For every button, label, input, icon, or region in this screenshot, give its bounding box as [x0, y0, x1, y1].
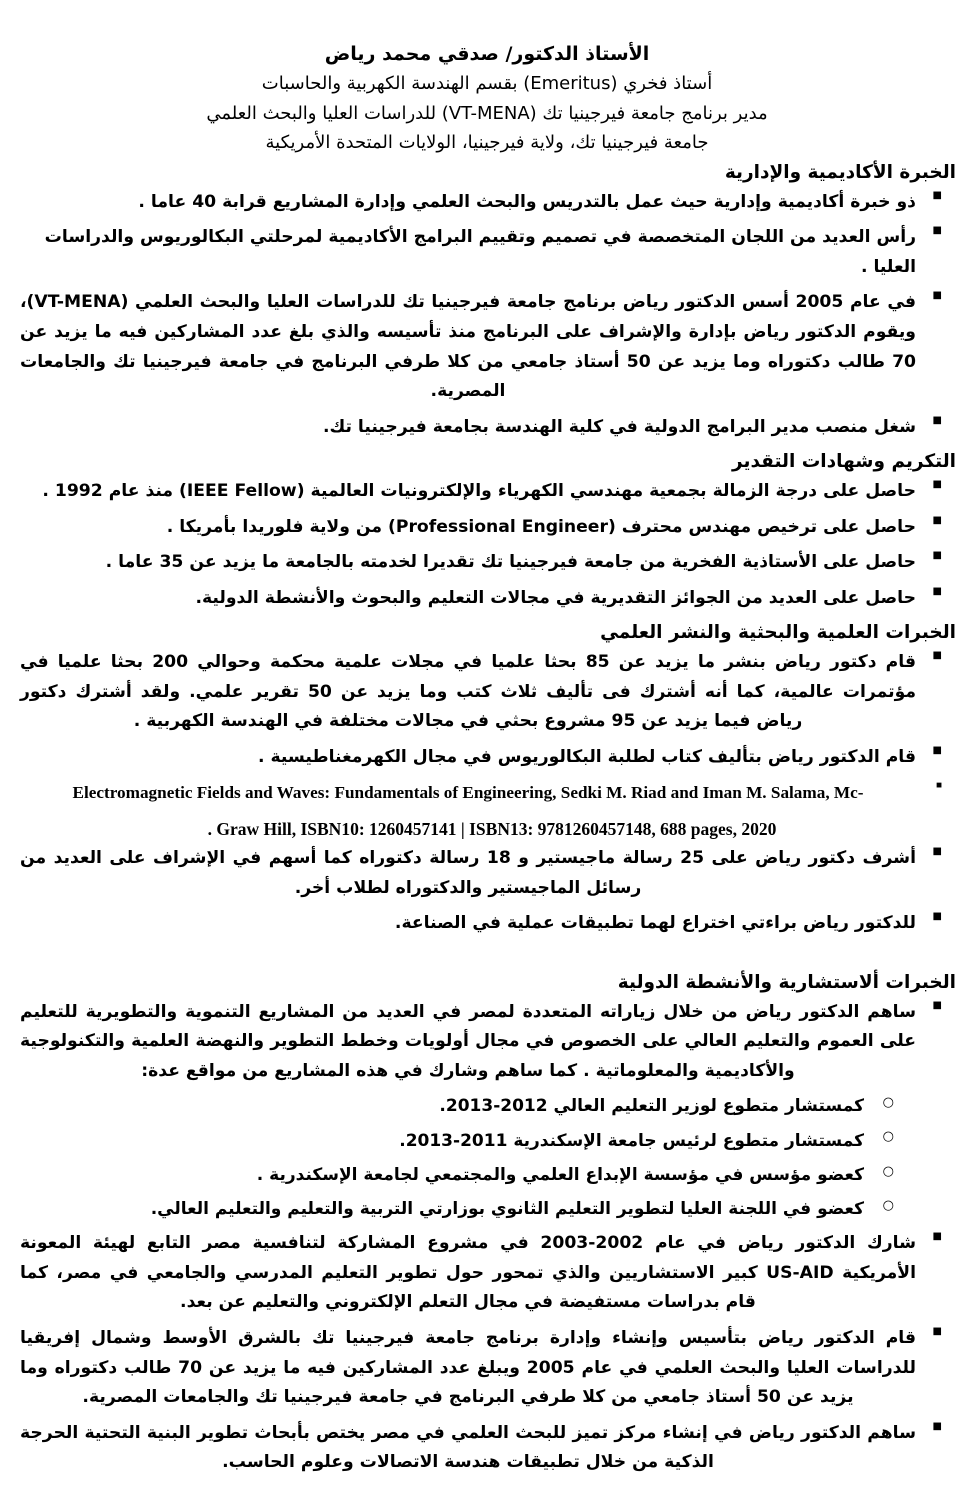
list-academic-items	[18, 188, 956, 443]
list-item: ■ رأس العديد من اللجان المتخصصة في تصميم وتقييم البرامج الأكاديمية لمرحلتي البكالوريوس والدراسات العليا .	[18, 223, 956, 282]
list-item: ■ قام الدكتور رياض بتأليف كتاب لطلبة البكالوريوس في مجال الكهرمغناطيسية .	[18, 743, 956, 773]
list-item: ○ كمستشار متطوع لوزير التعليم العالي 2012-2013.	[18, 1092, 956, 1121]
list-item: ■ أشرف دكتور رياض على 25 رسالة ماجيستير و 18 رسالة دكتوراه كما أسهم في الإشراف على العديد من رسائل الماجيستير والدكتوراه لطلاب أخر.	[18, 844, 956, 903]
list-item: ■ شارك الدكتور رياض في عام 2002-2003 في مشروع المشاركة لتنافسية مصر التابع لهيئة المعونة الأمريكية US-AID كبير الاستشاريين والذي تمحور حول تطوير التعليم المدرسي والجامعي في مصر، كما قام بدراسات مستفيضة في مجال التعلم الإلكتروني والتعليم عن بعد.	[18, 1229, 956, 1318]
document-header	[18, 40, 956, 157]
list-consulting-intro	[18, 998, 956, 1087]
list-item: ■ حاصل على ترخيص مهندس محترف (Professional Engineer) من ولاية فلوريدا بأمريكا .	[18, 513, 956, 543]
list-item: ○ كعضو في اللجنة العليا لتطوير التعليم الثانوي بوزارتي التربية والتعليم والتعليم العالي.	[18, 1195, 956, 1224]
list-honors-items	[18, 477, 956, 613]
section-heading-research: الخبرات العلمية والبحثية والنشر العلمي	[600, 622, 956, 644]
list-research-items	[18, 648, 956, 808]
section-heading-honors: التكريم وشهادات التقدير	[731, 451, 956, 473]
section-heading-academic: الخبرة الأكاديمية والإدارية	[724, 161, 956, 183]
list-item: ■ ساهم الدكتور رياض في إنشاء مركز تميز للبحث العلمي في مصر يختص بأبحاث تطوير البنية التحتية الحرجة الذكية من خلال تطبيقات هندسة الاتصالات وعلوم الحاسب.	[18, 1419, 956, 1478]
list-item: ■ في عام 2005 أسس الدكتور رياض برنامج جامعة فيرجينيا تك للدراسات العليا والبحث العلمي (VT-MENA)، ويقوم الدكتور رياض بإدارة والإشراف على البرنامج منذ تأسيسه والذي بلغ عدد المشاركين فيه ما يزيد عن 70 طالب دكتوراه وما يزيد عن 50 أستاذ جامعي من كلا طرفي البرنامج في جامعة فيرجينيا تك والجامعات المصرية.	[18, 288, 956, 406]
section-heading-consulting: الخبرات ألاستشارية والأنشطة الدولية	[617, 971, 956, 993]
list-item: ■ حاصل على درجة الزمالة بجمعية مهندسي الكهرياء والإلكترونيات العالمية (IEEE Fellow) منذ عام 1992 .	[18, 477, 956, 507]
book-reference-line-1: ■ Electromagnetic Fields and Waves: Fundamentals of Engineering, Sedki M. Riad and Iman M. Salama, Mc-	[18, 778, 956, 808]
list-item: ○ كمستشار متطوع لرئيس جامعة الإسكندرية 2011-2013.	[18, 1127, 956, 1156]
list-item: ■ شغل منصب مدير البرامج الدولية في كلية الهندسة بجامعة فيرجينيا تك.	[18, 413, 956, 443]
list-consulting-roles	[18, 1092, 956, 1224]
list-item: ■ قام دكتور رياض بنشر ما يزيد عن 85 بحثا علميا في مجلات علمية محكمة وحوالي 200 بحثا علميا في مؤتمرات عالمية، كما أنه أشترك فى تأليف ثلاث كتب وما يزيد عن 50 تقرير علمي. ولقد أشترك دكتور رياض فيما يزيد عن 95 مشروع بحثي في مجالات مختلفة في الهندسة الكهربية .	[18, 648, 956, 737]
page-title: الأستاذ الدكتور/ صدقي محمد رياض	[324, 43, 650, 65]
list-consulting-items	[18, 1229, 956, 1478]
list-item: ○ كعضو مؤسس في مؤسسة الإبداع العلمي والمجتمعي لجامعة الإسكندرية .	[18, 1161, 956, 1190]
book-reference-line-2: . Graw Hill, ISBN10: 1260457141 | ISBN13: 9781260457148, 688 pages, 2020	[207, 818, 777, 839]
header-subtitle-program: مدير برنامج جامعة فيرجينيا تك (VT-MENA) للدراسات العليا والبحث العلمي	[206, 102, 768, 124]
list-item: ■ حاصل على العديد من الجوائز التقديرية في مجالات التعليم والبحوث والأنشطة الدولية.	[18, 584, 956, 614]
list-item: ■ للدكتور رياض براءتي اختراع لهما تطبيقات عملية في الصناعة.	[18, 909, 956, 939]
list-item: ■ قام الدكتور رياض بتأسيس وإنشاء وإدارة برنامج جامعة فيرجينيا تك بالشرق الأوسط وشمال إفريقيا للدراسات العليا والبحث العلمي في عام 2005 ويبلغ عدد المشاركين فيه ما يزيد عن 70 طالب دكتوراه وما يزيد عن 50 أستاذ جامعي من كلا طرفي البرنامج في جامعة فيرجينيا تك والجامعات المصرية.	[18, 1324, 956, 1413]
header-subtitle-position: أستاذ فخري (Emeritus) بقسم الهندسة الكهربية والحاسبات	[261, 73, 713, 95]
section-spacer	[18, 945, 956, 967]
list-item: ■ ساهم الدكتور رياض من خلال زياراته المتعددة لمصر في العديد من المشاريع التنموية والتطويرية للتعليم على العموم والتعليم العالي على الخصوص في مجال أولويات وخطط التطوير والنهضة العلمية والتكنولوجية والأكاديمية والمعلوماتية . كما ساهم وشارك في هذه المشاريع من مواقع عدة:	[18, 998, 956, 1087]
header-subtitle-location: جامعة فيرجينيا تك، ولاية فيرجينيا، الولايات المتحدة الأمريكية	[265, 131, 709, 153]
list-item: ■ ذو خبرة أكاديمية وإدارية حيث عمل بالتدريس والبحث العلمي وإدارة المشاريع قرابة 40 عاما .	[18, 188, 956, 218]
list-item: ■ حاصل على الأستاذية الفخرية من جامعة فيرجينيا تك تقديرا لخدمته بالجامعة ما يزيد عن 35 عاما .	[18, 548, 956, 578]
list-research-items-continued	[18, 844, 956, 939]
